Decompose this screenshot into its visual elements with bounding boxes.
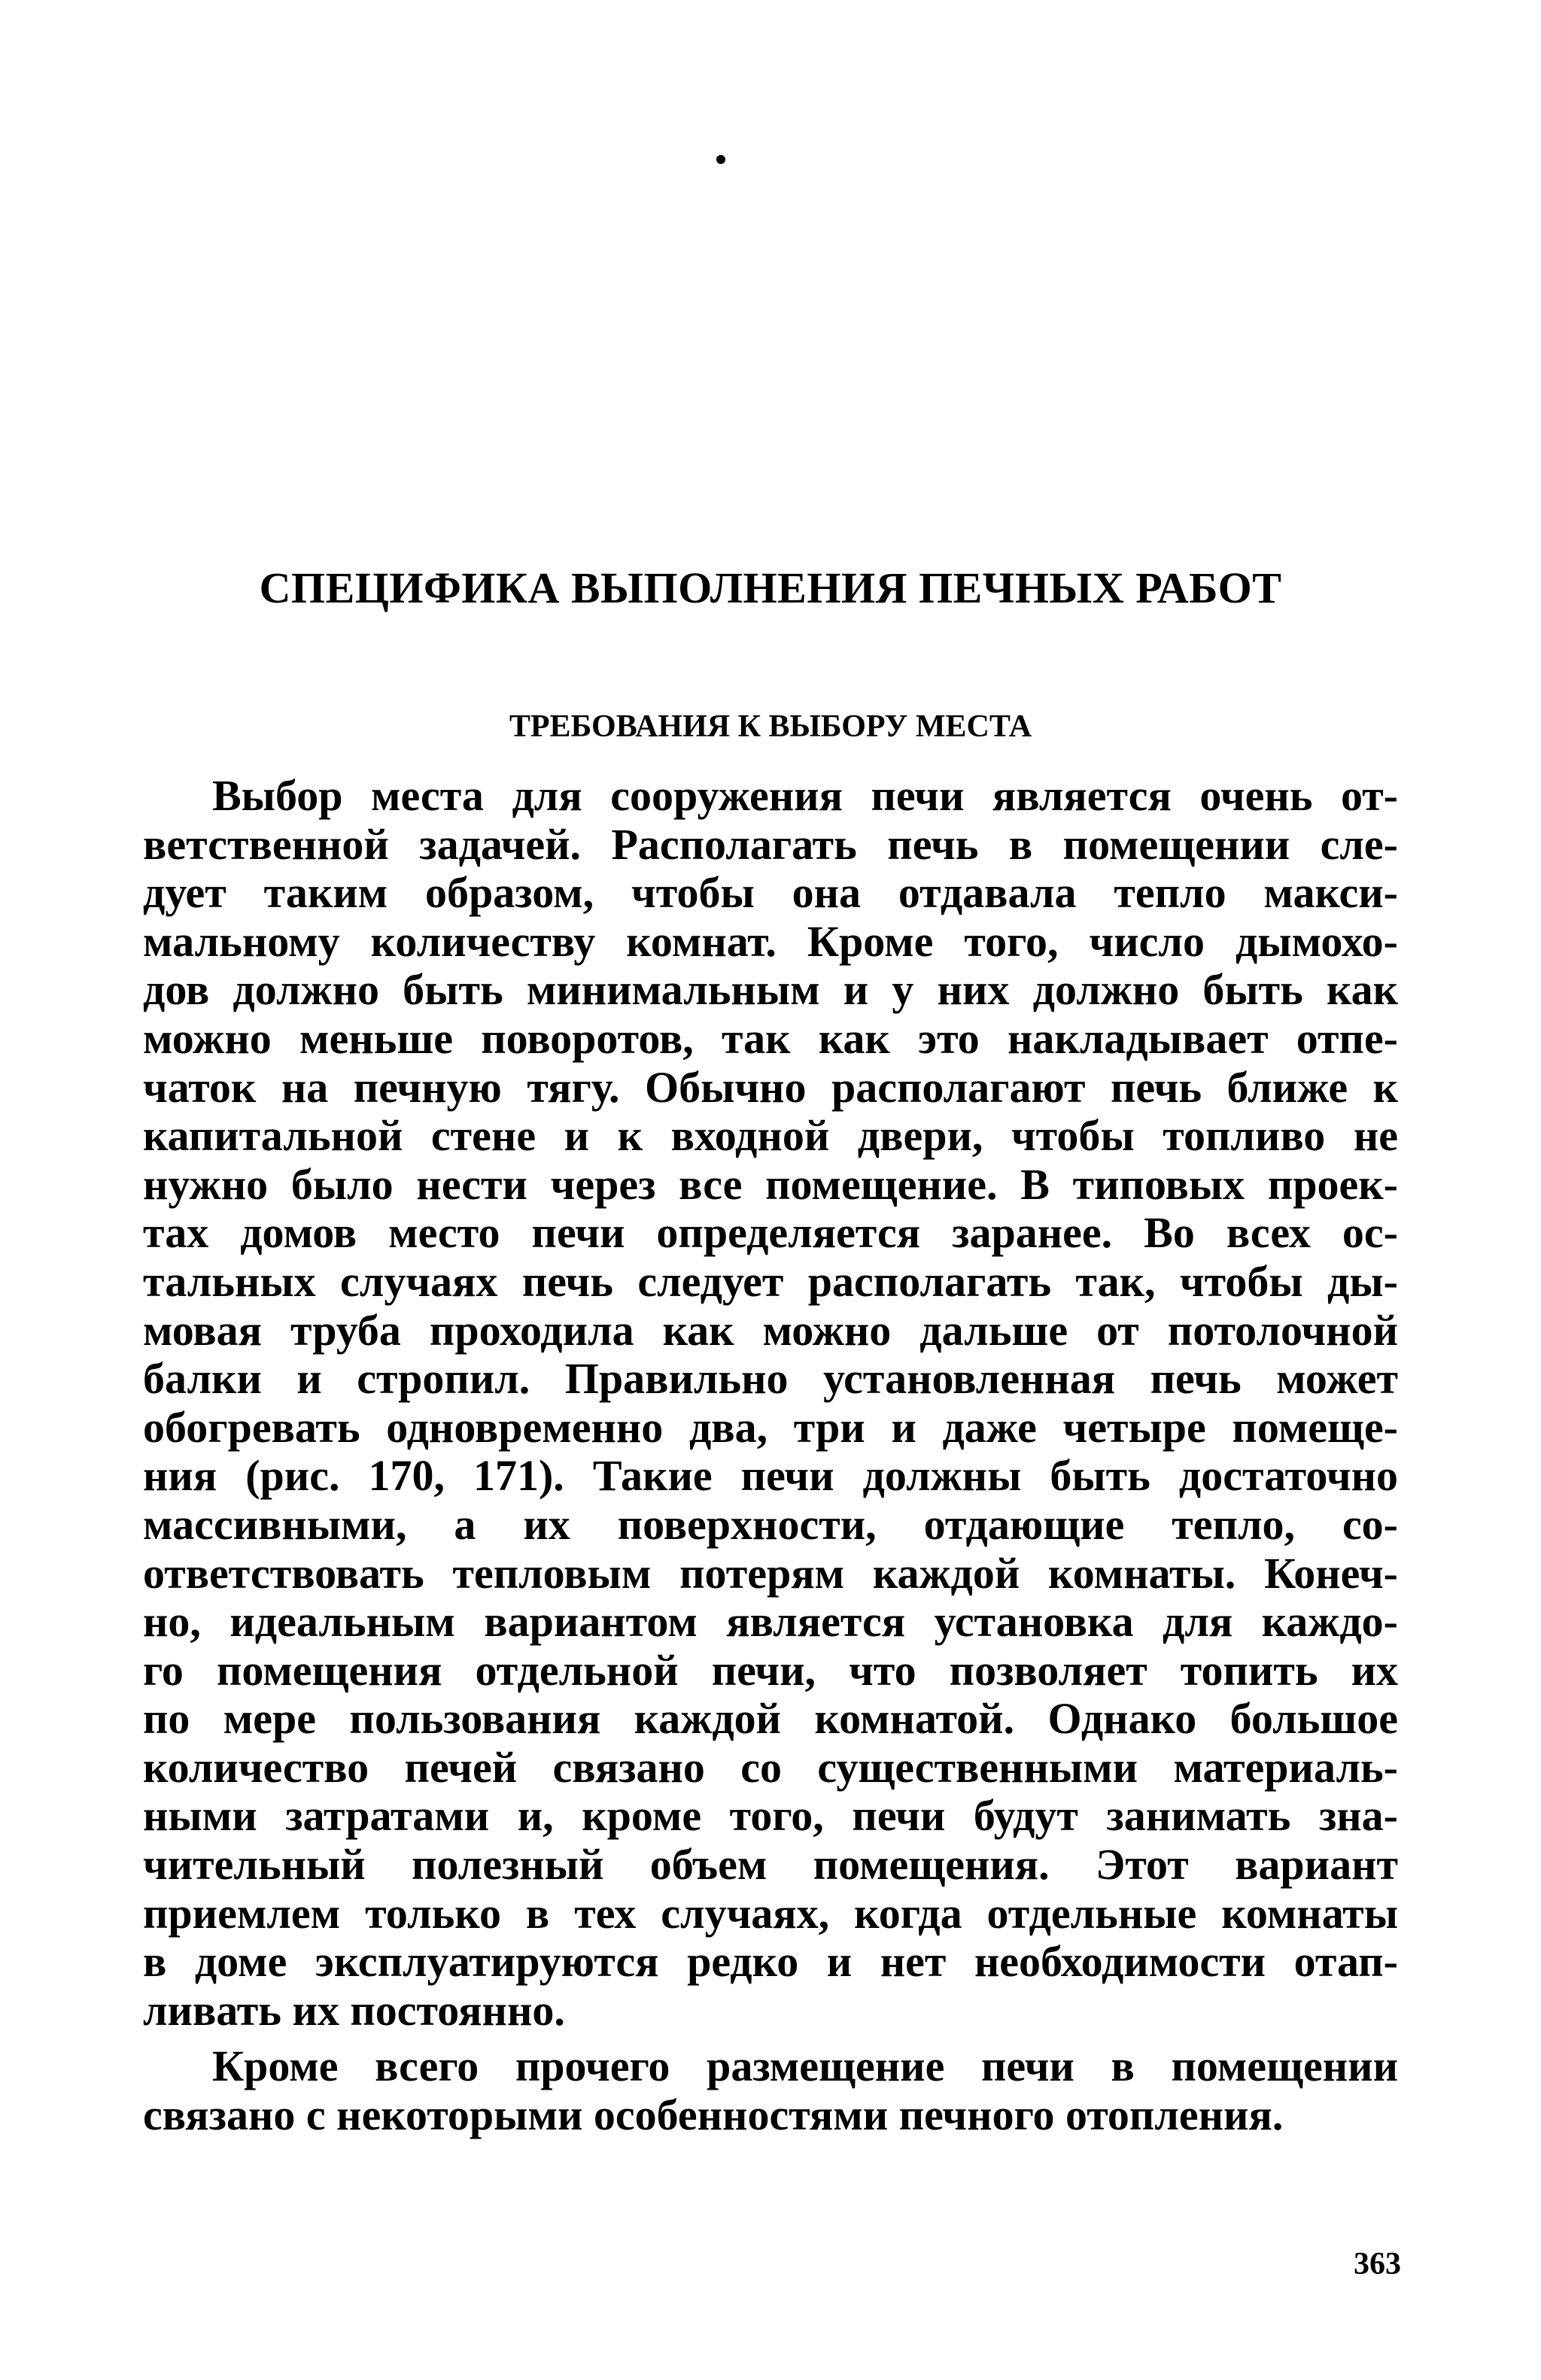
text-line: связано с некоторыми особенностями печного отопления. <box>143 2090 1284 2140</box>
text-line: ния (рис. 170, 171). Такие печи должны быть достаточно <box>143 1451 1398 1501</box>
paragraph-2 <box>143 2042 1398 2139</box>
text-line: чительный полезный объем помещения. Этот вариант <box>143 1840 1398 1890</box>
text-line: мовая труба проходила как можно дальше от потолочной <box>143 1305 1398 1355</box>
section-title: ТРЕБОВАНИЯ К ВЫБОРУ МЕСТА <box>509 709 1032 744</box>
text-line: массивными, а их поверхности, отдающие тепло, со- <box>143 1499 1398 1549</box>
text-line: дует таким образом, чтобы она отдавала тепло макси- <box>143 868 1398 918</box>
text-line: ответствовать тепловым потерям каждой комнаты. Конеч- <box>143 1548 1398 1598</box>
text-line: балки и стропил. Правильно установленная печь может <box>143 1354 1398 1404</box>
text-line: количество печей связано со существенными материаль- <box>143 1742 1398 1792</box>
text-line: обогревать одновременно два, три и даже четыре помеще- <box>143 1402 1398 1452</box>
text-line: приемлем только в тех случаях, когда отдельные комнаты <box>143 1888 1398 1938</box>
text-line: дов должно быть минимальным и у них должно быть как <box>143 965 1398 1015</box>
text-line: чаток на печную тягу. Обычно располагают печь ближе к <box>143 1062 1398 1112</box>
paragraph-1 <box>143 772 1398 2035</box>
text-line: можно меньше поворотов, так как это накладывает отпе- <box>143 1013 1398 1063</box>
text-line: по мере пользования каждой комнатой. Однако большое <box>143 1694 1398 1744</box>
text-line: ветственной задачей. Располагать печь в помещении сле- <box>143 819 1398 869</box>
text-line: нужно было нести через все помещение. В типовых проек- <box>143 1159 1398 1209</box>
text-line: мальному количеству комнат. Кроме того, число дымохо- <box>143 916 1398 966</box>
body-text <box>143 772 1398 2140</box>
top-dot-mark <box>716 155 725 164</box>
text-line: го помещения отдельной печи, что позволяет топить их <box>143 1645 1398 1695</box>
text-line: капитальной стене и к входной двери, чтобы топливо не <box>143 1111 1398 1161</box>
text-line: тах домов место печи определяется заранее. Во всех ос- <box>143 1208 1398 1258</box>
text-line: ными затратами и, кроме того, печи будут занимать зна- <box>143 1791 1398 1841</box>
text-line: но, идеальным вариантом является установка для каждо- <box>143 1597 1398 1647</box>
text-line: Выбор места для сооружения печи является очень от- <box>212 771 1398 820</box>
chapter-title: СПЕЦИФИКА ВЫПОЛНЕНИЯ ПЕЧНЫХ РАБОТ <box>259 563 1282 612</box>
text-line: в доме эксплуатируются редко и нет необходимости отап- <box>143 1937 1398 1987</box>
text-line: ливать их постоянно. <box>143 1985 565 2035</box>
text-line: Кроме всего прочего размещение печи в помещении <box>212 2042 1398 2091</box>
page-number: 363 <box>1354 2247 1401 2281</box>
text-line: тальных случаях печь следует располагать так, чтобы ды- <box>143 1256 1398 1306</box>
